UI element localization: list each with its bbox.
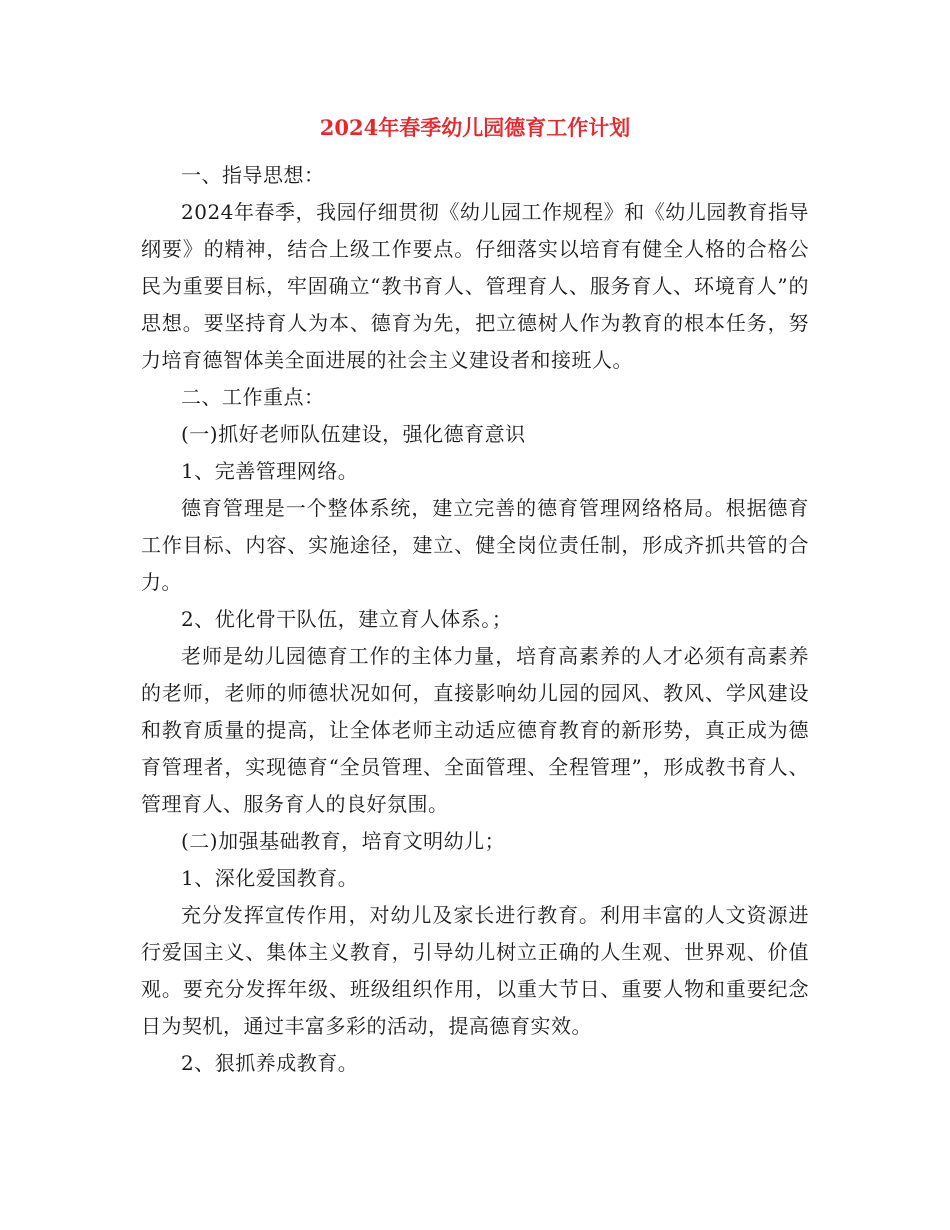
subsection-heading-basic-education: (二)加强基础教育，培育文明幼儿； — [181, 829, 506, 853]
item-heading-patriotic-education: 1、深化爱国教育。 — [181, 866, 359, 890]
paragraph-patriotic-education: 充分发挥宣传作用，对幼儿及家长进行教育。利用丰富的人文资源进行爱国主义、集体主义教育，引导幼儿树立正确的人生观、世界观、价值观。要充分发挥年级、班级组织作用，以重大节日、重要人物和重要纪念日为契机，通过丰富多彩的活动，提高德育实效。 — [141, 903, 809, 1038]
section-heading-work-focus: 二、工作重点： — [181, 385, 325, 409]
item-heading-habit-education: 2、狠抓养成教育。 — [181, 1051, 359, 1075]
paragraph-backbone-team: 老师是幼儿园德育工作的主体力量，培育高素养的人才必须有高素养的老师，老师的师德状况如何，直接影响幼儿园的园风、教风、学风建设和教育质量的提高，让全体老师主动适应德育教育的新形势，真正成为德育管理者，实现德育“全员管理、全面管理、全程管理”，形成教书育人、管理育人、服务育人的良好氛围。 — [141, 644, 809, 816]
subsection-heading-teacher-team: (一)抓好老师队伍建设，强化德育意识 — [181, 422, 526, 446]
paragraph-guiding-ideology: 2024年春季，我园仔细贯彻《幼儿园工作规程》和《幼儿园教育指导纲要》的精神，结合上级工作要点。仔细落实以培育有健全人格的合格公民为重要目标，牢固确立“教书育人、管理育人、服务育人、环境育人”的思想。要坚持育人为本、德育为先，把立德树人作为教育的根本任务，努力培育德智体美全面进展的社会主义建设者和接班人。 — [141, 200, 809, 372]
paragraph-management-network: 德育管理是一个整体系统，建立完善的德育管理网络格局。根据德育工作目标、内容、实施途径，建立、健全岗位责任制，形成齐抓共管的合力。 — [141, 496, 809, 594]
item-heading-backbone-team: 2、优化骨干队伍，建立育人体系。； — [181, 607, 513, 631]
document-title: 2024年春季幼儿园德育工作计划 — [319, 115, 631, 140]
item-heading-management-network: 1、完善管理网络。 — [181, 459, 359, 483]
section-heading-guiding-ideology: 一、指导思想： — [181, 163, 325, 187]
document-body — [141, 157, 809, 1082]
